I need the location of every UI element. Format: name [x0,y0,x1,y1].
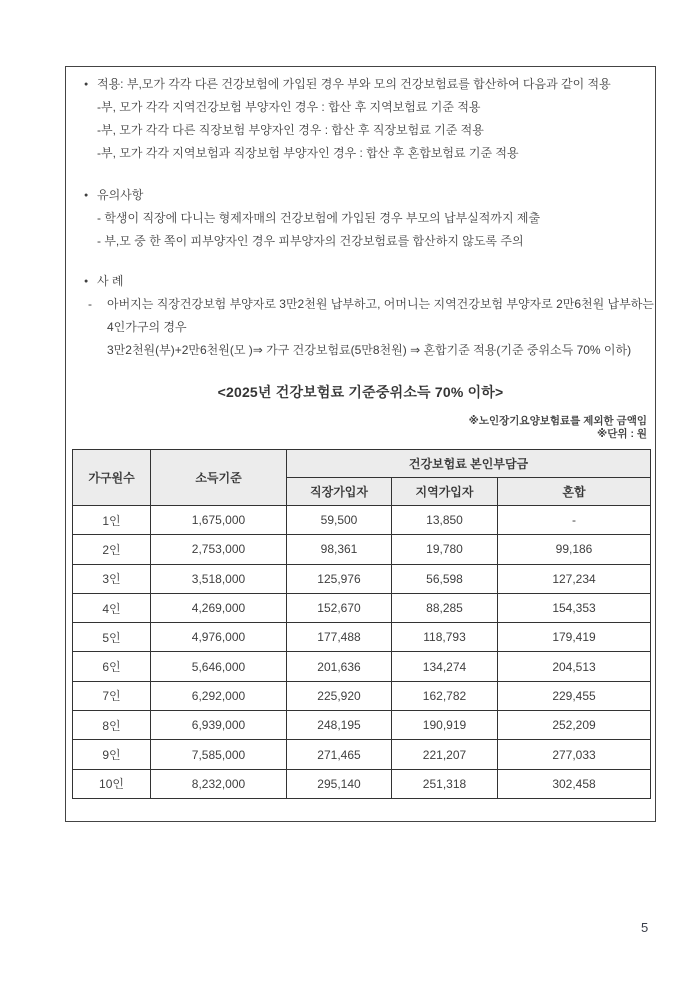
cell-mixed: 127,234 [498,564,651,593]
cell-employee: 152,670 [287,593,392,622]
cell-income: 3,518,000 [151,564,287,593]
example-line: 3만2천원(부)+2만6천원(모 )⇒ 가구 건강보험료(5만8천원) ⇒ 혼합기준 적용(기준 중위소득 70% 이하) [107,343,632,357]
cell-regional: 134,274 [392,652,498,681]
notice-heading-line [84,184,650,207]
cell-regional: 251,318 [392,769,498,798]
cell-regional: 221,207 [392,740,498,769]
body-text [84,73,654,362]
col-header-regional: 지역가입자 [392,478,498,506]
cell-household: 2인 [73,535,151,564]
cell-employee: 98,361 [287,535,392,564]
notice-item: - 부,모 중 한 쪽이 피부양자인 경우 피부양자의 건강보험료를 합산하지 않도록 주의 [97,234,524,248]
note-exclusion: ※노인장기요양보험료를 제외한 금액임 [468,415,647,427]
cell-household: 5인 [73,623,151,652]
cell-employee: 59,500 [287,506,392,535]
table-row [73,740,651,769]
cell-mixed: 302,458 [498,769,651,798]
cell-household: 9인 [73,740,151,769]
apply-item: -부, 모가 각각 다른 직장보험 부양자인 경우 : 합산 후 직장보험료 기준 적용 [97,123,484,137]
col-header-household: 가구원수 [73,450,151,506]
cell-mixed: 229,455 [498,681,651,710]
cell-mixed: 154,353 [498,593,651,622]
cell-income: 4,976,000 [151,623,287,652]
table-row [73,681,651,710]
apply-item: -부, 모가 각각 지역건강보험 부양자인 경우 : 합산 후 지역보험료 기준 적용 [97,100,481,114]
example-case [84,293,654,362]
bullet-icon: ● [84,278,89,285]
cell-income: 6,292,000 [151,681,287,710]
cell-income: 7,585,000 [151,740,287,769]
table-row [73,769,651,798]
cell-household: 8인 [73,711,151,740]
cell-mixed: 252,209 [498,711,651,740]
example-case-text [107,293,654,362]
cell-regional: 56,598 [392,564,498,593]
col-header-income: 소득기준 [151,450,287,506]
cell-income: 6,939,000 [151,711,287,740]
cell-household: 3인 [73,564,151,593]
cell-regional: 190,919 [392,711,498,740]
example-heading: 사 례 [97,274,124,288]
cell-employee: 295,140 [287,769,392,798]
dash-marker: - [88,297,92,311]
cell-regional: 13,850 [392,506,498,535]
cell-employee: 248,195 [287,711,392,740]
cell-household: 10인 [73,769,151,798]
cell-regional: 19,780 [392,535,498,564]
cell-employee: 125,976 [287,564,392,593]
cell-mixed: 99,186 [498,535,651,564]
col-header-copay-group: 건강보험료 본인부담금 [287,450,651,478]
section-notice [84,184,650,253]
cell-regional: 118,793 [392,623,498,652]
example-line: 아버지는 직장건강보험 부양자로 3만2천원 납부하고, 어머니는 지역건강보험 부양자로 2만6천원 납부하는 [107,297,654,311]
cell-income: 5,646,000 [151,652,287,681]
cell-employee: 201,636 [287,652,392,681]
table-row [73,535,651,564]
table-row [73,652,651,681]
apply-heading: 적용: 부,모가 각각 다른 건강보험에 가입된 경우 부와 모의 건강보험료를 합산하여 다음과 같이 적용 [97,77,611,91]
table-row [73,564,651,593]
premium-table [72,449,651,799]
apply-heading-line [84,73,650,96]
note-unit: ※단위 : 원 [597,428,647,440]
premium-table-body [73,506,651,799]
table-row [73,711,651,740]
section-example [84,270,654,362]
col-header-mixed: 혼합 [498,478,651,506]
bullet-icon: ● [84,192,89,199]
cell-household: 1인 [73,506,151,535]
cell-regional: 88,285 [392,593,498,622]
cell-income: 4,269,000 [151,593,287,622]
header-row-group [73,450,651,478]
section-apply [84,73,650,165]
cell-mixed: 277,033 [498,740,651,769]
bullet-icon: ● [84,81,89,88]
table-notes [71,415,650,441]
cell-household: 6인 [73,652,151,681]
cell-mixed: 179,419 [498,623,651,652]
table-row [73,506,651,535]
cell-mixed: 204,513 [498,652,651,681]
table-row [73,593,651,622]
col-header-employee: 직장가입자 [287,478,392,506]
cell-household: 7인 [73,681,151,710]
cell-income: 1,675,000 [151,506,287,535]
table-row [73,623,651,652]
cell-income: 2,753,000 [151,535,287,564]
example-line: 4인가구의 경우 [107,320,187,334]
notice-item: - 학생이 직장에 다니는 형제자매의 건강보험에 가입된 경우 부모의 납부실적까지 제출 [97,211,541,225]
cell-employee: 225,920 [287,681,392,710]
cell-employee: 271,465 [287,740,392,769]
apply-item: -부, 모가 각각 지역보험과 직장보험 부양자인 경우 : 합산 후 혼합보험료 기준 적용 [97,146,519,160]
cell-mixed: - [498,506,651,535]
cell-income: 8,232,000 [151,769,287,798]
cell-regional: 162,782 [392,681,498,710]
cell-employee: 177,488 [287,623,392,652]
premium-table-head [73,450,651,506]
content-border-frame [65,66,656,822]
cell-household: 4인 [73,593,151,622]
table-title: <2025년 건강보험료 기준중위소득 70% 이하> [217,384,504,400]
page-number: 5 [641,920,649,935]
example-heading-line [84,270,650,293]
notice-heading: 유의사항 [97,188,144,202]
